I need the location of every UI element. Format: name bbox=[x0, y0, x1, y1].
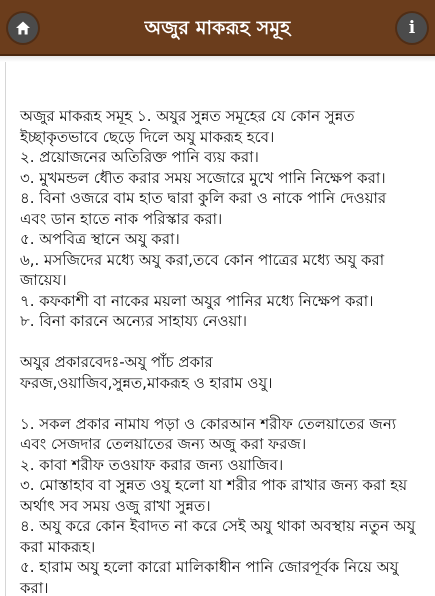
paragraph-gap bbox=[20, 332, 416, 353]
app-header bbox=[0, 0, 435, 56]
article-line: ৩. মুখমন্ডল ধৌত করার সময় সজোরে মুখে পানি নিক্ষেপ করা। bbox=[20, 168, 386, 187]
article-line: ২. কাবা শরীফ তওয়াফ করার জন্য ওয়াজিব। bbox=[20, 455, 284, 474]
page-title: অজুর মাকরূহ সমূহ bbox=[144, 17, 291, 39]
article-line: ৫. অপবিত্র স্থানে অযু করা। bbox=[20, 230, 180, 248]
article-line: অযুর প্রকারবেদঃ-অযু পাঁচ প্রকার bbox=[20, 353, 213, 371]
article-line: ৮. বিনা কারনে অন্যের সাহায্য নেওয়া। bbox=[20, 312, 248, 330]
header-shadow bbox=[0, 56, 435, 62]
home-button[interactable] bbox=[8, 13, 38, 43]
article-line: অজুর মাকরূহ সমূহ ১. অযুর সুন্নত সমূহের যে কোন সুন্নত ইচ্ছাকৃতভাবে ছেড়ে দিলে অযু মাকরূহ হবে। bbox=[20, 107, 360, 146]
home-icon bbox=[15, 20, 31, 36]
article-line: ৫. হারাম অযু হলো কারো মালিকাধীন পানি জোরপূর্বক নিয়ে অযু করা। bbox=[20, 558, 404, 596]
article-line: ফরজ,ওয়াজিব,সুন্নত,মাকরূহ ও হারাম ওযু। bbox=[20, 373, 273, 392]
info-icon: i bbox=[408, 17, 416, 38]
article-body bbox=[20, 106, 421, 596]
info-button[interactable] bbox=[397, 13, 427, 43]
paragraph-gap bbox=[20, 393, 416, 414]
article-line: ৪. অযু করে কোন ইবাদত না করে সেই অযু থাকা অবস্থায় নতুন অযু করা মাকরূহ। bbox=[20, 517, 421, 556]
article-line: ৬,. মসজিদের মধ্যে অযু করা,তবে কোন পাত্রের মধ্যে অযু করা জায়েয। bbox=[20, 250, 389, 289]
article-line: ৪. বিনা ওজরে বাম হাত দ্বারা কুলি করা ও নাকে পানি দেওয়ার এবং ডান হাতে নাক পরিস্কার করা। bbox=[20, 189, 391, 228]
content-left-border bbox=[5, 62, 6, 596]
article-line: ৩. মোস্তাহাব বা সুন্নত ওযু হলো যা শরীর পাক রাখার জন্য করা হয় অর্থাৎ সব সময় ওজু রাখা সুন্নত। bbox=[20, 476, 412, 515]
article-line: ১. সকল প্রকার নামায পড়া ও কোরআন শরীফ তেলয়াতের জন্য এবং সেজদার তেলয়াতের জন্য অজু করা ফরজ। bbox=[20, 414, 401, 453]
article-line: ৭. কফকাশী বা নাকের ময়লা অযুর পানির মধ্যে নিক্ষেপ করা। bbox=[20, 291, 374, 310]
article-line: ২. প্রয়োজনের অতিরিক্ত পানি ব্যয় করা। bbox=[20, 148, 259, 166]
